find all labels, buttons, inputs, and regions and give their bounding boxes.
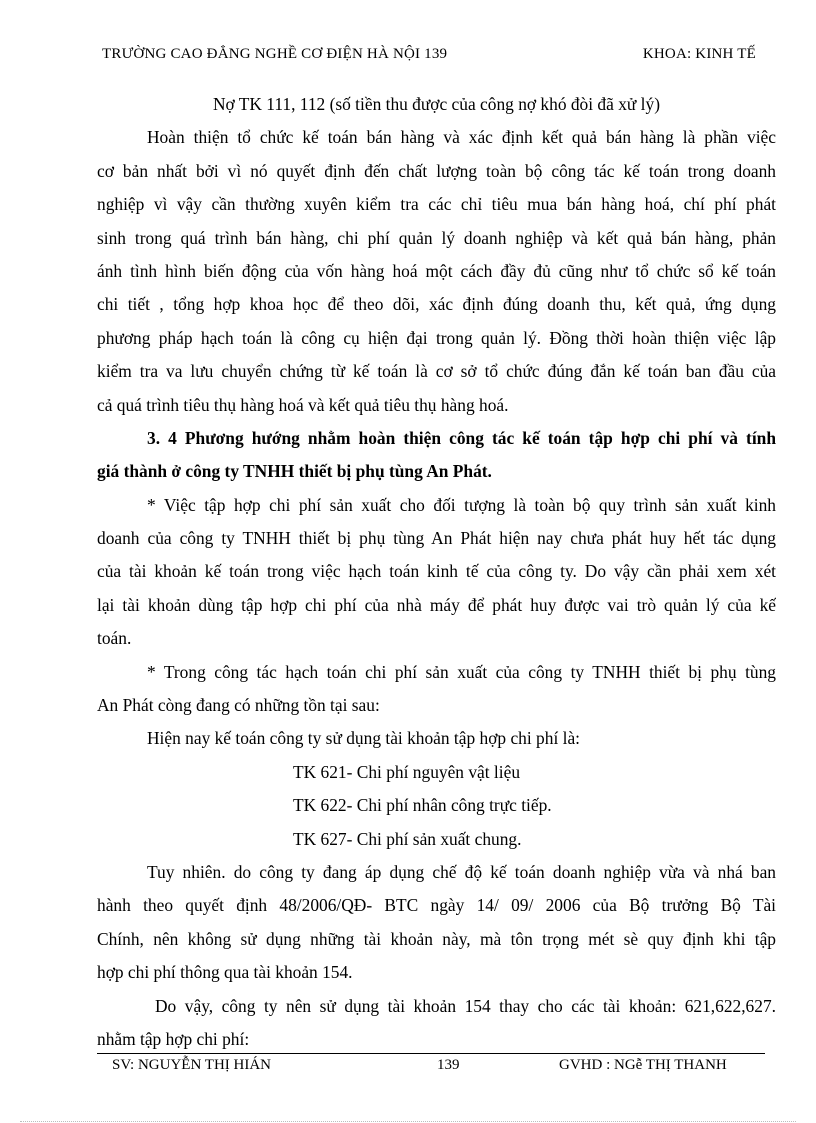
paragraph-line: hành theo quyết định 48/2006/QĐ- BTC ngày 14/ 09/ 2006 của Bộ trưởng Bộ Tài <box>97 895 776 916</box>
paragraph-line: nhằm tập hợp chi phí: <box>97 1028 250 1049</box>
paragraph-line: nghiệp vì vậy cần thường xuyên kiểm tra các chỉ tiêu mua bán hàng hoá, chí phí phát <box>97 194 776 215</box>
paragraph-line: chi tiết , tổng hợp khoa học để theo dõi, xác định đúng doanh thu, kết quả, ứng dụng <box>97 294 776 315</box>
footer-advisor: GVHD : NGễ THỊ THANH <box>559 1057 727 1073</box>
paragraph-line: lại tài khoản dùng tập hợp chi phí của nhà máy để phát huy được vai trò quản lý của kế <box>97 594 776 615</box>
paragraph-line: Hiện nay kế toán công ty sử dụng tài khoản tập hợp chi phí là: <box>147 728 581 749</box>
paragraph-line: của tài khoản kế toán trong việc hạch toán kinh tế của công ty. Do vậy cần phải xem xét <box>97 561 776 582</box>
paragraph-line: cả quá trình tiêu thụ hàng hoá và kết quả tiêu thụ hàng hoá. <box>97 394 509 415</box>
paragraph-line: Do vậy, công ty nên sử dụng tài khoản 154 thay cho các tài khoản: 621,622,627. <box>155 995 776 1016</box>
paragraph-line: hợp chi phí thông qua tài khoản 154. <box>97 962 353 983</box>
paragraph-line: An Phát còng đang có những tồn tại sau: <box>97 695 380 716</box>
header-faculty: KHOA: KINH TẾ <box>642 46 756 62</box>
header-school: TRƯỜNG CAO ĐẲNG NGHỀ CƠ ĐIỆN HÀ NỘI 139 <box>102 46 448 62</box>
footer-divider <box>97 1053 765 1054</box>
section-heading: 3. 4 Phương hướng nhằm hoàn thiện công tác kế toán tập hợp chi phí và tính <box>147 427 776 448</box>
paragraph-line: * Trong công tác hạch toán chi phí sản xuất của công ty TNHH thiết bị phụ tùng <box>147 661 776 682</box>
account-item: TK 621- Chi phí nguyên vật liệu <box>293 761 521 782</box>
footer-student: SV: NGUYỄN THỊ HIÁN <box>112 1057 272 1073</box>
paragraph-line: Chính, nên không sử dụng những tài khoản này, mà tôn trọng mét sè quy định khi tập <box>97 928 776 949</box>
paragraph-line: toán. <box>97 628 132 649</box>
page-footer <box>97 1057 765 1077</box>
paragraph-line: phương pháp hạch toán là công cụ hiện đại trong quản lý. Đồng thời hoàn thiện việc lập <box>97 327 776 348</box>
paragraph-line: doanh của công ty TNHH thiết bị phụ tùng An Phát hiện nay chưa phát huy hết tác dụng <box>97 528 776 549</box>
paragraph-line: ánh tình hình biến động của vốn hàng hoá một cách đầy đủ cũng như tổ chức sổ kế toán <box>97 260 776 281</box>
paragraph-line: Hoàn thiện tổ chức kế toán bán hàng và xác định kết quả bán hàng là phần việc <box>147 127 776 148</box>
footer-page-number: 139 <box>437 1057 460 1073</box>
account-item: TK 627- Chi phí sản xuất chung. <box>293 828 522 849</box>
document-body <box>97 88 776 1056</box>
paragraph-line: kiểm tra va lưu chuyển chứng từ kế toán là cơ sở tổ chức đúng đắn kế toán ban đầu của <box>97 361 776 382</box>
paragraph-line: sinh trong quá trình bán hàng, chi phí quản lý doanh nghiệp và kết quả bán hàng, phản <box>97 227 776 248</box>
section-heading: giá thành ở công ty TNHH thiết bị phụ tùng An Phát. <box>97 461 492 482</box>
paragraph-line: * Việc tập hợp chi phí sản xuất cho đối tượng là toàn bộ quy trình sản xuất kinh <box>147 494 776 515</box>
journal-entry-line: Nợ TK 111, 112 (số tiền thu được của công nợ khó đòi đã xử lý) <box>212 94 660 114</box>
page-bottom-edge <box>20 1121 796 1122</box>
paragraph-line: cơ bản nhất bởi vì nó quyết định đến chất lượng toàn bộ công tác kế toán trong doanh <box>97 160 776 181</box>
page-header <box>97 46 756 72</box>
paragraph-line: Tuy nhiên. do công ty đang áp dụng chế độ kế toán doanh nghiệp vừa và nhá ban <box>147 861 776 882</box>
account-item: TK 622- Chi phí nhân công trực tiếp. <box>293 795 552 816</box>
